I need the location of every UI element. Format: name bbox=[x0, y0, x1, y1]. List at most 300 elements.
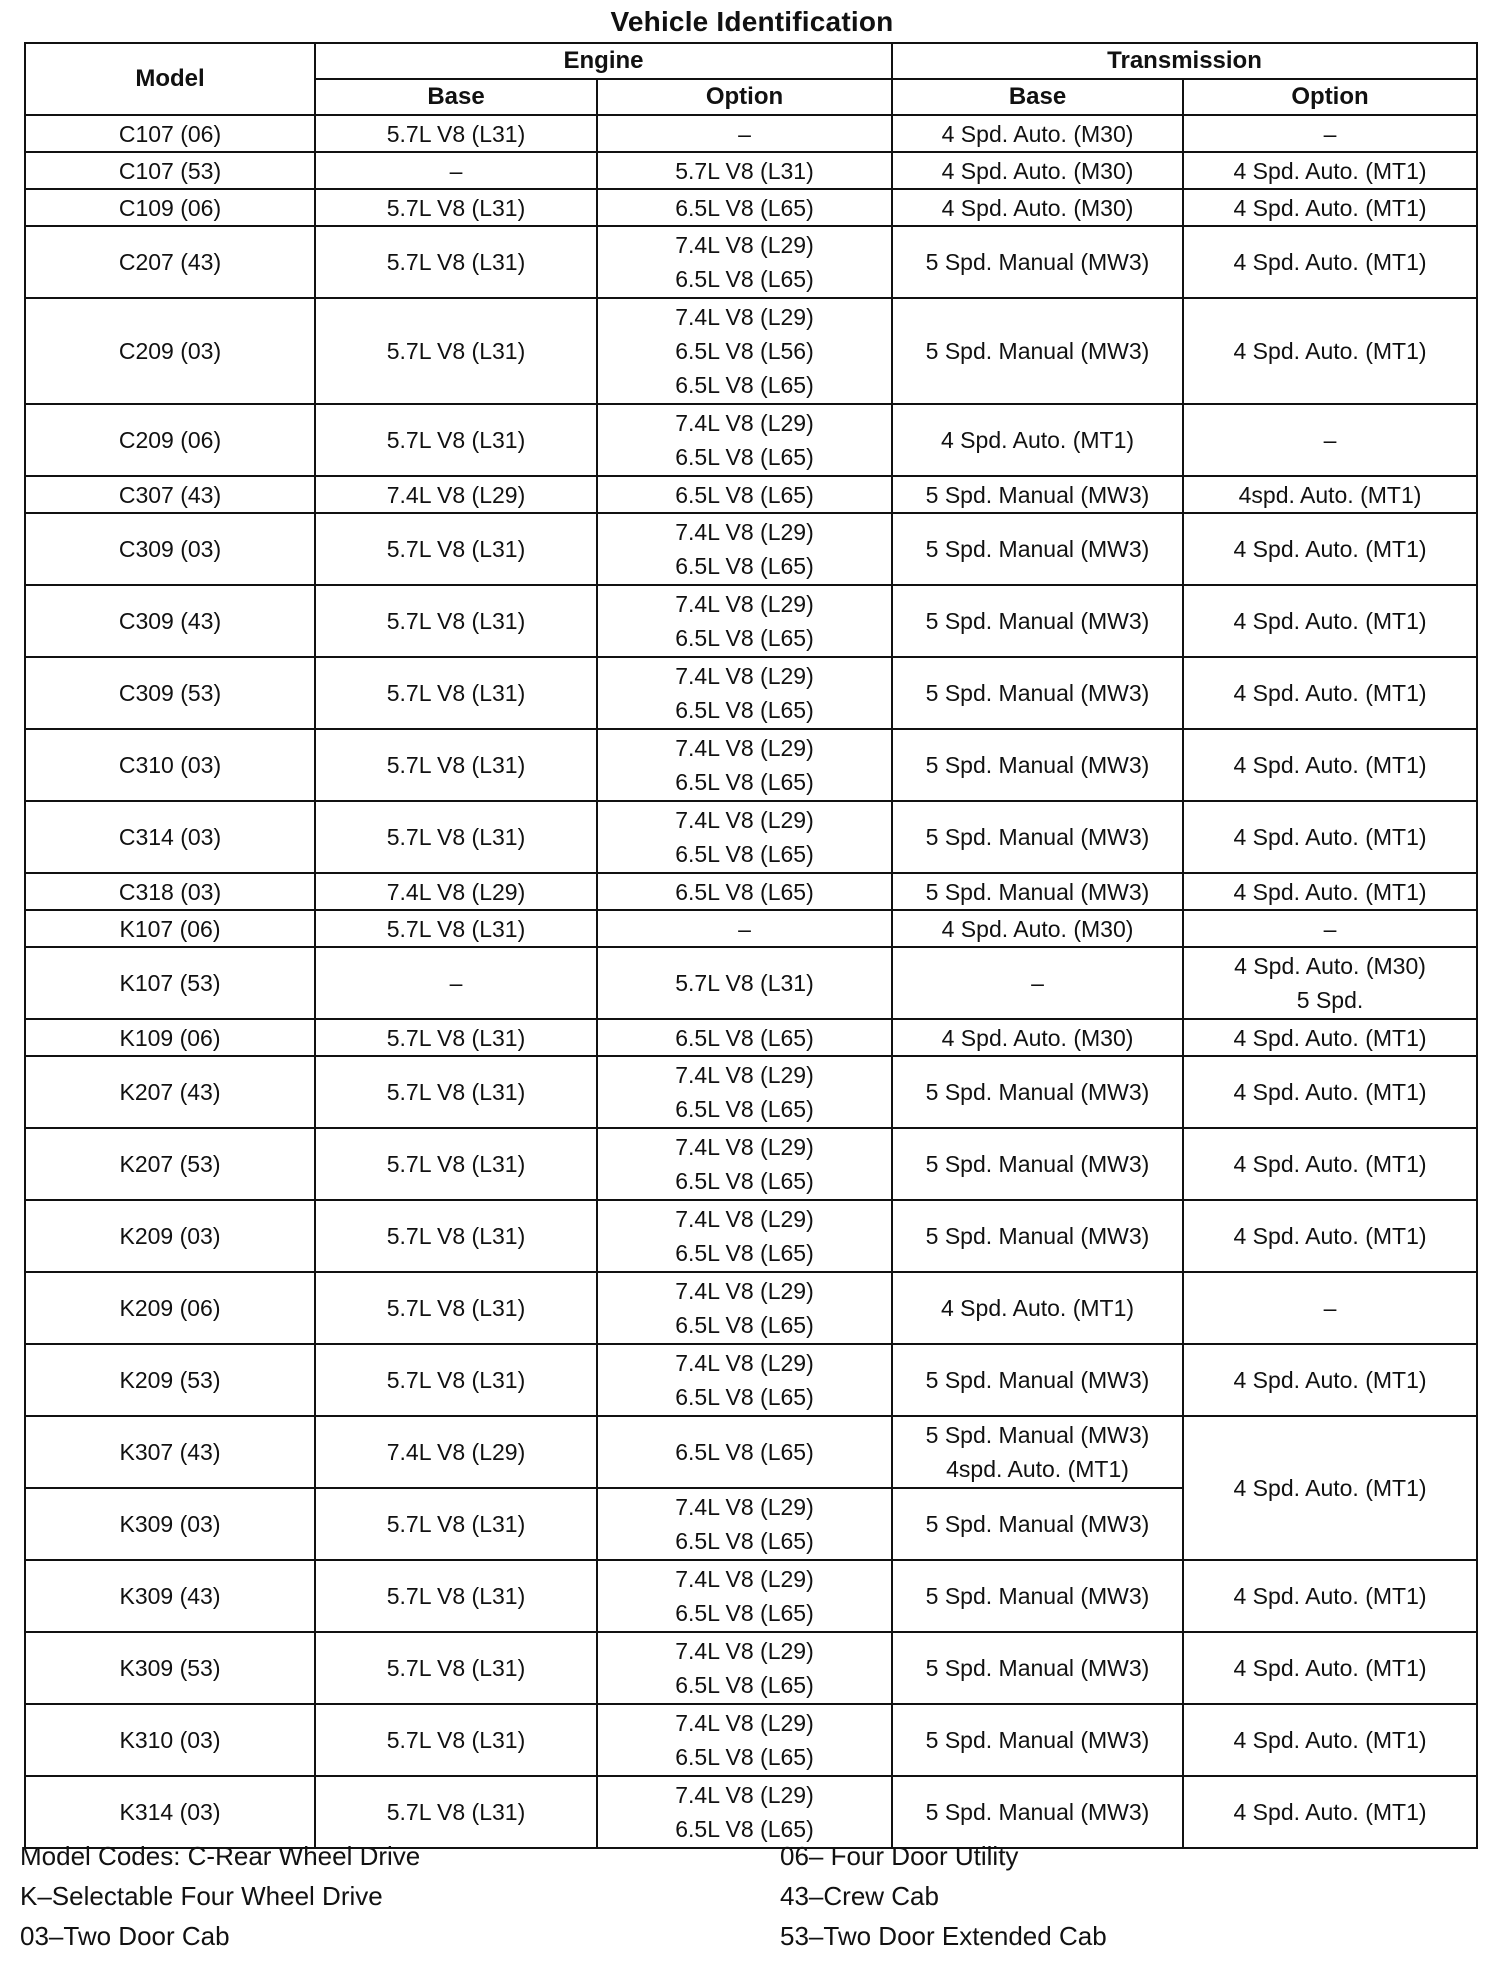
cell-line: 6.5L V8 (L65) bbox=[675, 697, 814, 723]
cell-model: K209 (53) bbox=[25, 1344, 315, 1416]
cell-line: 5.7L V8 (L31) bbox=[386, 824, 526, 850]
cell-line: 6.5L V8 (L65) bbox=[675, 841, 814, 867]
cell-line: – bbox=[1323, 1295, 1337, 1321]
cell-engine-base bbox=[315, 152, 597, 189]
table-row bbox=[25, 1272, 1477, 1344]
cell-trans-base bbox=[892, 1019, 1183, 1056]
cell-line: 4 Spd. Auto. (MT1) bbox=[1233, 249, 1427, 275]
cell-trans-option bbox=[1183, 873, 1477, 910]
cell-engine-base bbox=[315, 1560, 597, 1632]
cell-line: 4 Spd. Auto. (MT1) bbox=[1233, 608, 1427, 634]
cell-line: 4 Spd. Auto. (MT1) bbox=[1233, 1151, 1427, 1177]
cell-line: 7.4L V8 (L29) bbox=[675, 1278, 814, 1304]
cell-line: 4 Spd. Auto. (MT1) bbox=[1233, 157, 1427, 184]
cell-trans-option bbox=[1183, 729, 1477, 801]
cell-line: 4 Spd. Auto. (MT1) bbox=[1233, 1583, 1427, 1609]
cell-line: 5 Spd. Manual (MW3) bbox=[925, 1151, 1150, 1177]
cell-line: 5 Spd. Manual (MW3) bbox=[925, 1223, 1150, 1249]
cell-engine-option bbox=[597, 873, 892, 910]
cell-line: 7.4L V8 (L29) bbox=[386, 481, 526, 508]
cell-model: C314 (03) bbox=[25, 801, 315, 873]
cell-line: 7.4L V8 (L29) bbox=[386, 878, 526, 905]
cell-trans-base bbox=[892, 1344, 1183, 1416]
cell-trans-option bbox=[1183, 585, 1477, 657]
cell-engine-option bbox=[597, 1632, 892, 1704]
cell-line: 5.7L V8 (L31) bbox=[386, 1079, 526, 1105]
cell-trans-base bbox=[892, 1488, 1183, 1560]
cell-engine-option bbox=[597, 1488, 892, 1560]
cell-model: C309 (03) bbox=[25, 513, 315, 585]
header-engine-base: Base bbox=[315, 79, 597, 115]
cell-line: 6.5L V8 (L65) bbox=[675, 1672, 814, 1698]
cell-line: 5 Spd. Manual (MW3) bbox=[925, 1727, 1150, 1753]
cell-line: 4 Spd. Auto. (MT1) bbox=[1233, 194, 1427, 221]
cell-line: 5.7L V8 (L31) bbox=[675, 157, 814, 184]
cell-trans-base bbox=[892, 189, 1183, 226]
cell-line: 5.7L V8 (L31) bbox=[386, 194, 526, 221]
cell-line: 5.7L V8 (L31) bbox=[386, 249, 526, 275]
cell-line: 4 Spd. Auto. (MT1) bbox=[1233, 1727, 1427, 1753]
cell-model: K207 (53) bbox=[25, 1128, 315, 1200]
table-row bbox=[25, 1560, 1477, 1632]
cell-engine-base bbox=[315, 1704, 597, 1776]
cell-model: K109 (06) bbox=[25, 1019, 315, 1056]
cell-trans-base bbox=[892, 1128, 1183, 1200]
table-row bbox=[25, 1128, 1477, 1200]
table-row bbox=[25, 1344, 1477, 1416]
cell-line: 4 Spd. Auto. (MT1) bbox=[1233, 752, 1427, 778]
cell-line: 7.4L V8 (L29) bbox=[675, 1782, 814, 1808]
cell-line: 7.4L V8 (L29) bbox=[675, 519, 814, 545]
cell-trans-option bbox=[1183, 1019, 1477, 1056]
table-row bbox=[25, 115, 1477, 152]
cell-engine-option bbox=[597, 1704, 892, 1776]
cell-line: 6.5L V8 (L65) bbox=[675, 1528, 814, 1554]
cell-line: 6.5L V8 (L65) bbox=[675, 444, 814, 470]
cell-engine-base bbox=[315, 513, 597, 585]
cell-engine-base bbox=[315, 1272, 597, 1344]
table-row bbox=[25, 1632, 1477, 1704]
cell-line: 5.7L V8 (L31) bbox=[386, 1727, 526, 1753]
cell-engine-option bbox=[597, 1056, 892, 1128]
cell-trans-option bbox=[1183, 947, 1477, 1019]
cell-line: 5.7L V8 (L31) bbox=[386, 752, 526, 778]
cell-line: – bbox=[1323, 427, 1337, 453]
cell-trans-option bbox=[1183, 1200, 1477, 1272]
cell-engine-base bbox=[315, 585, 597, 657]
cell-line: 5 Spd. Manual (MW3) bbox=[925, 824, 1150, 850]
cell-line: 6.5L V8 (L65) bbox=[675, 1439, 814, 1465]
cell-line: 6.5L V8 (L65) bbox=[675, 1384, 814, 1410]
cell-line: 5 Spd. Manual (MW3) bbox=[925, 536, 1150, 562]
cell-line: 5 Spd. Manual (MW3) bbox=[925, 1511, 1150, 1537]
cell-line: 4 Spd. Auto. (MT1) bbox=[1233, 338, 1427, 364]
cell-line: 7.4L V8 (L29) bbox=[675, 232, 814, 258]
cell-engine-base bbox=[315, 189, 597, 226]
cell-engine-option bbox=[597, 1560, 892, 1632]
cell-line: 5 Spd. Manual (MW3) bbox=[925, 608, 1150, 634]
cell-line: 6.5L V8 (L65) bbox=[675, 1600, 814, 1626]
cell-line: 5.7L V8 (L31) bbox=[386, 1367, 526, 1393]
cell-line: 6.5L V8 (L65) bbox=[675, 266, 814, 292]
table-row bbox=[25, 585, 1477, 657]
cell-model: K209 (03) bbox=[25, 1200, 315, 1272]
cell-line: 6.5L V8 (L65) bbox=[675, 878, 814, 905]
table-row bbox=[25, 947, 1477, 1019]
cell-line: 6.5L V8 (L65) bbox=[675, 1240, 814, 1266]
cell-trans-option bbox=[1183, 910, 1477, 947]
cell-trans-option bbox=[1183, 1776, 1477, 1848]
table-row bbox=[25, 873, 1477, 910]
cell-line: 5 Spd. Manual (MW3) bbox=[925, 878, 1150, 905]
legend-item: 53–Two Door Extended Cab bbox=[780, 1921, 1107, 1951]
table-row bbox=[25, 1704, 1477, 1776]
cell-trans-base bbox=[892, 1200, 1183, 1272]
cell-line: 7.4L V8 (L29) bbox=[675, 1566, 814, 1592]
cell-model: C207 (43) bbox=[25, 226, 315, 298]
cell-line: 5.7L V8 (L31) bbox=[386, 1295, 526, 1321]
cell-engine-option bbox=[597, 476, 892, 513]
cell-line: 4 Spd. Auto. (M30) bbox=[941, 120, 1134, 147]
cell-line: 5.7L V8 (L31) bbox=[386, 915, 526, 942]
cell-line: 4 Spd. Auto. (MT1) bbox=[1233, 1799, 1427, 1825]
cell-line: 7.4L V8 (L29) bbox=[675, 735, 814, 761]
cell-line: 5 Spd. bbox=[1296, 987, 1364, 1013]
cell-trans-base bbox=[892, 1272, 1183, 1344]
header-trans-base: Base bbox=[892, 79, 1183, 115]
cell-line: – bbox=[449, 970, 463, 996]
cell-line: 6.5L V8 (L65) bbox=[675, 1744, 814, 1770]
cell-line: – bbox=[1031, 970, 1044, 996]
cell-model: K107 (53) bbox=[25, 947, 315, 1019]
cell-engine-base bbox=[315, 115, 597, 152]
cell-model: K207 (43) bbox=[25, 1056, 315, 1128]
cell-model: K209 (06) bbox=[25, 1272, 315, 1344]
cell-trans-option bbox=[1183, 476, 1477, 513]
cell-line: 5.7L V8 (L31) bbox=[386, 1151, 526, 1177]
cell-model: C209 (03) bbox=[25, 298, 315, 404]
cell-line: 7.4L V8 (L29) bbox=[675, 1206, 814, 1232]
cell-trans-base bbox=[892, 1632, 1183, 1704]
cell-line: 5.7L V8 (L31) bbox=[386, 338, 526, 364]
cell-trans-option bbox=[1183, 298, 1477, 404]
cell-trans-option bbox=[1183, 1704, 1477, 1776]
cell-engine-base bbox=[315, 1632, 597, 1704]
vehicle-identification-table bbox=[24, 42, 1478, 1849]
cell-model: C307 (43) bbox=[25, 476, 315, 513]
cell-engine-base bbox=[315, 476, 597, 513]
cell-line: 5.7L V8 (L31) bbox=[386, 1511, 526, 1537]
cell-trans-base bbox=[892, 513, 1183, 585]
cell-engine-option bbox=[597, 729, 892, 801]
cell-line: 5.7L V8 (L31) bbox=[386, 680, 526, 706]
cell-line: 5 Spd. Manual (MW3) bbox=[925, 752, 1150, 778]
cell-line: 7.4L V8 (L29) bbox=[675, 1350, 814, 1376]
cell-trans-base bbox=[892, 657, 1183, 729]
cell-line: 4spd. Auto. (MT1) bbox=[1238, 481, 1422, 508]
cell-trans-option bbox=[1183, 657, 1477, 729]
cell-line: 6.5L V8 (L65) bbox=[675, 1024, 814, 1051]
cell-model: C309 (43) bbox=[25, 585, 315, 657]
cell-line: 5.7L V8 (L31) bbox=[675, 970, 814, 996]
cell-line: 4 Spd. Auto. (MT1) bbox=[1233, 1367, 1427, 1393]
legend-item: Model Codes: C-Rear Wheel Drive bbox=[20, 1841, 421, 1871]
header-engine: Engine bbox=[315, 43, 892, 79]
cell-engine-option bbox=[597, 1416, 892, 1488]
cell-model: K310 (03) bbox=[25, 1704, 315, 1776]
cell-engine-option bbox=[597, 657, 892, 729]
cell-line: 7.4L V8 (L29) bbox=[675, 1494, 814, 1520]
cell-line: 5 Spd. Manual (MW3) bbox=[925, 481, 1150, 508]
cell-line: 5.7L V8 (L31) bbox=[386, 536, 526, 562]
cell-line: 5.7L V8 (L31) bbox=[386, 608, 526, 634]
cell-line: – bbox=[449, 157, 463, 184]
table-row bbox=[25, 189, 1477, 226]
cell-line: 4 Spd. Auto. (MT1) bbox=[1233, 1655, 1427, 1681]
cell-line: 7.4L V8 (L29) bbox=[675, 1710, 814, 1736]
cell-trans-base bbox=[892, 404, 1183, 476]
table-row bbox=[25, 1056, 1477, 1128]
cell-engine-option bbox=[597, 801, 892, 873]
cell-line: 6.5L V8 (L65) bbox=[675, 625, 814, 651]
legend-item: 06– Four Door Utility bbox=[780, 1841, 1019, 1871]
cell-line: 4 Spd. Auto. (MT1) bbox=[1233, 824, 1427, 850]
cell-engine-option bbox=[597, 1019, 892, 1056]
cell-model: C107 (53) bbox=[25, 152, 315, 189]
header-transmission: Transmission bbox=[892, 43, 1477, 79]
cell-line: 5.7L V8 (L31) bbox=[386, 1223, 526, 1249]
cell-line: 5 Spd. Manual (MW3) bbox=[925, 249, 1150, 275]
cell-engine-option bbox=[597, 115, 892, 152]
cell-engine-option bbox=[597, 585, 892, 657]
table-row bbox=[25, 404, 1477, 476]
cell-engine-option bbox=[597, 910, 892, 947]
cell-line: 5 Spd. Manual (MW3) bbox=[925, 680, 1150, 706]
cell-line: 4 Spd. Auto. (M30) bbox=[1234, 953, 1426, 979]
cell-line: 7.4L V8 (L29) bbox=[675, 1062, 814, 1088]
table-row bbox=[25, 729, 1477, 801]
cell-model: C209 (06) bbox=[25, 404, 315, 476]
cell-trans-option bbox=[1183, 226, 1477, 298]
cell-trans-base bbox=[892, 115, 1183, 152]
cell-engine-base bbox=[315, 1488, 597, 1560]
legend-item: 03–Two Door Cab bbox=[20, 1921, 230, 1951]
cell-line: 4spd. Auto. (MT1) bbox=[946, 1456, 1129, 1482]
cell-engine-base bbox=[315, 1344, 597, 1416]
cell-line: 6.5L V8 (L65) bbox=[675, 769, 814, 795]
cell-line: 5.7L V8 (L31) bbox=[386, 120, 526, 147]
cell-trans-base bbox=[892, 873, 1183, 910]
cell-engine-base bbox=[315, 729, 597, 801]
cell-line: 5.7L V8 (L31) bbox=[386, 1583, 526, 1609]
cell-trans-base bbox=[892, 1416, 1183, 1488]
cell-engine-base bbox=[315, 298, 597, 404]
cell-trans-base bbox=[892, 1560, 1183, 1632]
cell-line: 5 Spd. Manual (MW3) bbox=[925, 1799, 1150, 1825]
cell-engine-option bbox=[597, 513, 892, 585]
cell-trans-option bbox=[1183, 1272, 1477, 1344]
cell-engine-option bbox=[597, 226, 892, 298]
cell-line: 6.5L V8 (L65) bbox=[675, 553, 814, 579]
cell-line: 7.4L V8 (L29) bbox=[675, 807, 814, 833]
cell-line: 6.5L V8 (L65) bbox=[675, 372, 814, 398]
cell-model: K309 (53) bbox=[25, 1632, 315, 1704]
cell-trans-option bbox=[1183, 513, 1477, 585]
cell-model: K307 (43) bbox=[25, 1416, 315, 1488]
cell-line: 4 Spd. Auto. (M30) bbox=[941, 157, 1134, 184]
cell-line: – bbox=[738, 120, 751, 147]
table-row bbox=[25, 910, 1477, 947]
cell-line: 4 Spd. Auto. (MT1) bbox=[1233, 1475, 1427, 1501]
cell-model: C310 (03) bbox=[25, 729, 315, 801]
cell-engine-base bbox=[315, 1128, 597, 1200]
cell-engine-base bbox=[315, 404, 597, 476]
cell-line: 5.7L V8 (L31) bbox=[386, 427, 526, 453]
header-trans-option: Option bbox=[1183, 79, 1477, 115]
cell-trans-base bbox=[892, 226, 1183, 298]
cell-line: 4 Spd. Auto. (MT1) bbox=[1233, 536, 1427, 562]
cell-engine-base bbox=[315, 873, 597, 910]
cell-trans-base bbox=[892, 585, 1183, 657]
cell-engine-base bbox=[315, 801, 597, 873]
cell-engine-option bbox=[597, 947, 892, 1019]
cell-engine-base bbox=[315, 1019, 597, 1056]
cell-line: 5 Spd. Manual (MW3) bbox=[925, 338, 1150, 364]
cell-line: 6.5L V8 (L65) bbox=[675, 481, 814, 508]
page-title: Vehicle Identification bbox=[610, 6, 894, 37]
cell-line: 4 Spd. Auto. (MT1) bbox=[1233, 1223, 1427, 1249]
cell-line: 7.4L V8 (L29) bbox=[386, 1439, 526, 1465]
cell-line: 7.4L V8 (L29) bbox=[675, 1638, 814, 1664]
cell-trans-option bbox=[1183, 1056, 1477, 1128]
cell-model: C109 (06) bbox=[25, 189, 315, 226]
cell-trans-base bbox=[892, 152, 1183, 189]
cell-engine-option bbox=[597, 1200, 892, 1272]
cell-trans-option bbox=[1183, 404, 1477, 476]
cell-trans-option bbox=[1183, 1128, 1477, 1200]
cell-line: 4 Spd. Auto. (MT1) bbox=[941, 427, 1135, 453]
table-body bbox=[25, 115, 1477, 1848]
cell-line: 4 Spd. Auto. (MT1) bbox=[1233, 878, 1427, 905]
cell-line: 5 Spd. Manual (MW3) bbox=[925, 1079, 1150, 1105]
cell-line: 6.5L V8 (L65) bbox=[675, 1168, 814, 1194]
cell-trans-option bbox=[1183, 152, 1477, 189]
cell-model: C318 (03) bbox=[25, 873, 315, 910]
header-model: Model bbox=[25, 43, 315, 115]
legend-item: K–Selectable Four Wheel Drive bbox=[20, 1881, 383, 1911]
cell-line: 4 Spd. Auto. (M30) bbox=[941, 194, 1134, 221]
cell-trans-option bbox=[1183, 189, 1477, 226]
cell-trans-option bbox=[1183, 1344, 1477, 1416]
cell-engine-option bbox=[597, 189, 892, 226]
cell-engine-option bbox=[597, 1128, 892, 1200]
legend-right bbox=[780, 1836, 1107, 1956]
cell-model: K314 (03) bbox=[25, 1776, 315, 1848]
header-row-top bbox=[25, 43, 1477, 79]
cell-line: 4 Spd. Auto. (MT1) bbox=[1233, 680, 1427, 706]
cell-line: 4 Spd. Auto. (M30) bbox=[941, 1024, 1134, 1051]
cell-engine-base bbox=[315, 910, 597, 947]
cell-engine-base bbox=[315, 226, 597, 298]
cell-line: 5 Spd. Manual (MW3) bbox=[925, 1422, 1150, 1448]
cell-trans-option bbox=[1183, 1416, 1477, 1560]
cell-line: 6.5L V8 (L56) bbox=[675, 338, 814, 364]
cell-trans-option bbox=[1183, 1632, 1477, 1704]
legend-item: 43–Crew Cab bbox=[780, 1881, 939, 1911]
header-engine-option: Option bbox=[597, 79, 892, 115]
cell-model: C309 (53) bbox=[25, 657, 315, 729]
cell-line: – bbox=[1323, 120, 1337, 147]
cell-line: – bbox=[738, 915, 751, 942]
table-row bbox=[25, 657, 1477, 729]
table-row bbox=[25, 1019, 1477, 1056]
cell-trans-base bbox=[892, 298, 1183, 404]
table-row bbox=[25, 476, 1477, 513]
cell-line: 6.5L V8 (L65) bbox=[675, 1096, 814, 1122]
cell-trans-base bbox=[892, 1704, 1183, 1776]
cell-line: – bbox=[1323, 915, 1337, 942]
cell-trans-option bbox=[1183, 801, 1477, 873]
table-row bbox=[25, 801, 1477, 873]
cell-line: 5.7L V8 (L31) bbox=[386, 1655, 526, 1681]
cell-engine-option bbox=[597, 1344, 892, 1416]
cell-line: 6.5L V8 (L65) bbox=[675, 1312, 814, 1338]
cell-engine-base bbox=[315, 657, 597, 729]
cell-engine-option bbox=[597, 404, 892, 476]
cell-trans-option bbox=[1183, 115, 1477, 152]
cell-line: 4 Spd. Auto. (M30) bbox=[941, 915, 1134, 942]
cell-trans-base bbox=[892, 910, 1183, 947]
cell-line: 5 Spd. Manual (MW3) bbox=[925, 1583, 1150, 1609]
cell-line: 5 Spd. Manual (MW3) bbox=[925, 1367, 1150, 1393]
table-row bbox=[25, 1200, 1477, 1272]
cell-trans-base bbox=[892, 947, 1183, 1019]
table-row bbox=[25, 298, 1477, 404]
cell-model: K309 (03) bbox=[25, 1488, 315, 1560]
table-row bbox=[25, 1416, 1477, 1488]
cell-line: 7.4L V8 (L29) bbox=[675, 410, 814, 436]
cell-line: 4 Spd. Auto. (MT1) bbox=[1233, 1024, 1427, 1051]
cell-trans-option bbox=[1183, 1560, 1477, 1632]
cell-engine-base bbox=[315, 1200, 597, 1272]
cell-trans-base bbox=[892, 476, 1183, 513]
cell-engine-option bbox=[597, 152, 892, 189]
legend-left bbox=[20, 1836, 420, 1956]
cell-trans-base bbox=[892, 801, 1183, 873]
cell-line: 5 Spd. Manual (MW3) bbox=[925, 1655, 1150, 1681]
cell-engine-base bbox=[315, 1416, 597, 1488]
cell-engine-base bbox=[315, 1056, 597, 1128]
cell-model: K107 (06) bbox=[25, 910, 315, 947]
cell-line: 6.5L V8 (L65) bbox=[675, 194, 814, 221]
cell-trans-base bbox=[892, 1056, 1183, 1128]
table-row bbox=[25, 152, 1477, 189]
cell-engine-option bbox=[597, 298, 892, 404]
cell-line: 5.7L V8 (L31) bbox=[386, 1799, 526, 1825]
cell-line: 4 Spd. Auto. (MT1) bbox=[941, 1295, 1135, 1321]
cell-model: K309 (43) bbox=[25, 1560, 315, 1632]
cell-model: C107 (06) bbox=[25, 115, 315, 152]
table-row bbox=[25, 226, 1477, 298]
cell-line: 7.4L V8 (L29) bbox=[675, 304, 814, 330]
cell-line: 6.5L V8 (L65) bbox=[675, 1816, 814, 1842]
cell-line: 5.7L V8 (L31) bbox=[386, 1024, 526, 1051]
cell-engine-option bbox=[597, 1272, 892, 1344]
cell-line: 7.4L V8 (L29) bbox=[675, 1134, 814, 1160]
cell-line: 7.4L V8 (L29) bbox=[675, 663, 814, 689]
cell-line: 7.4L V8 (L29) bbox=[675, 591, 814, 617]
cell-line: 4 Spd. Auto. (MT1) bbox=[1233, 1079, 1427, 1105]
